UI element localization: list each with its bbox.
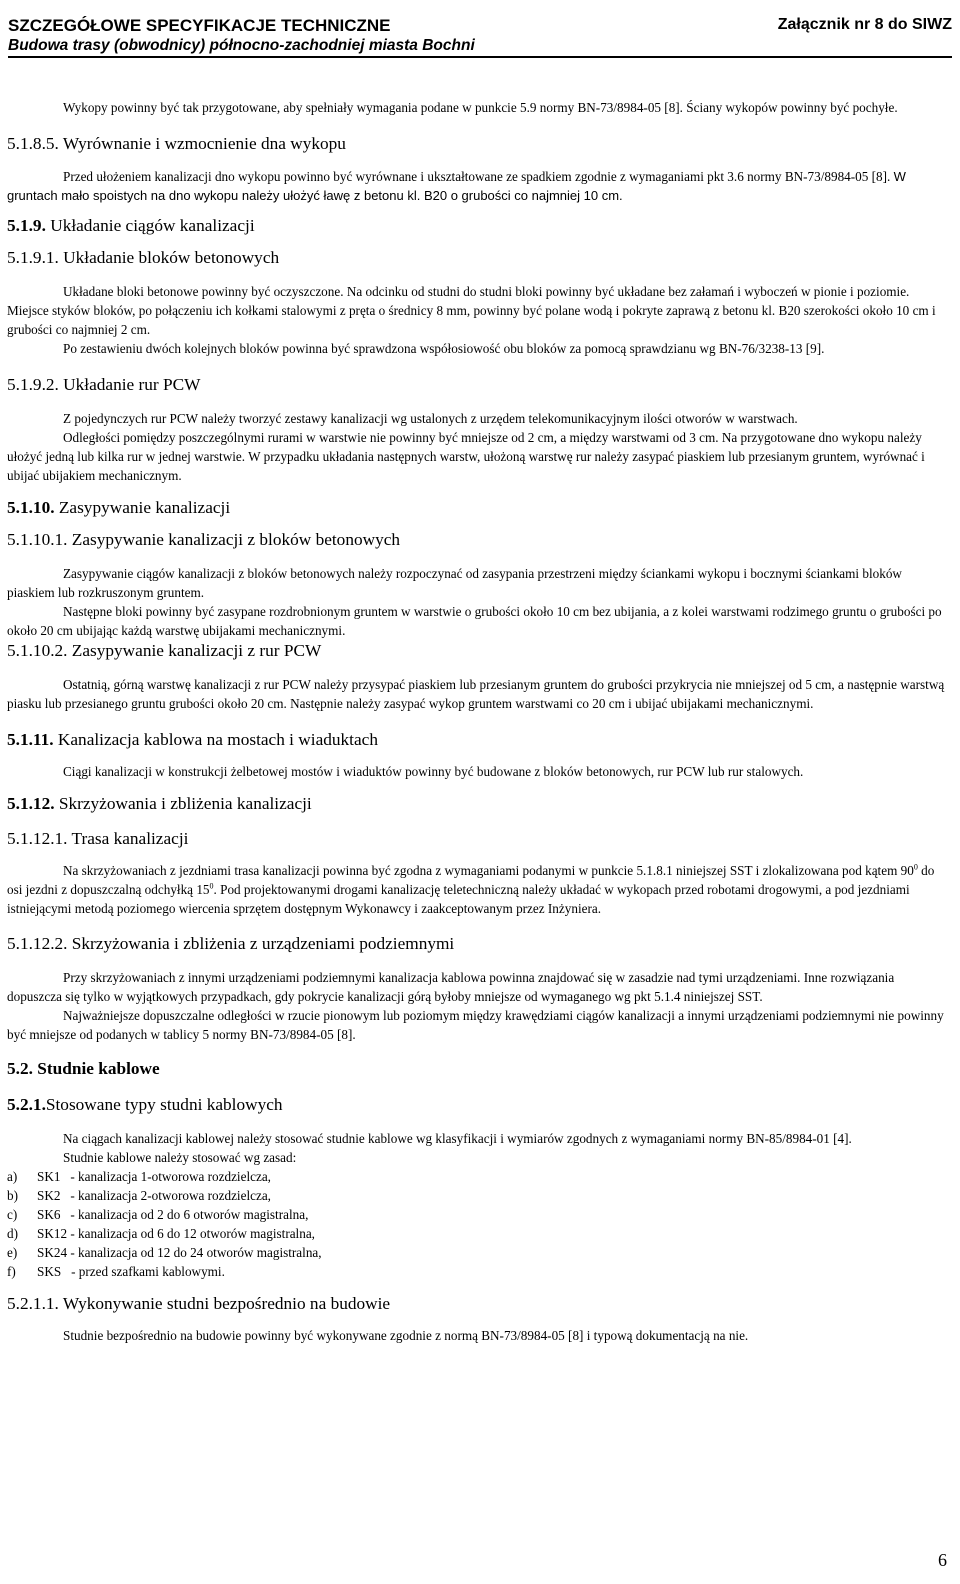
list-marker: e): [7, 1245, 18, 1260]
section-heading: [7, 215, 945, 236]
section-heading: 5.1.9.2. Układanie rur PCW: [7, 375, 201, 394]
list-marker: b): [7, 1188, 18, 1203]
paragraph: Ciągi kanalizacji w konstrukcji żelbetowej mostów i wiaduktów powinny być budowane z bloków betonowych, rur PCW lub rur stalowych.: [63, 764, 804, 779]
document-title: SZCZEGÓŁOWE SPECYFIKACJE TECHNICZNE: [8, 16, 391, 35]
paragraph: Na ciągach kanalizacji kablowej należy stosować studnie kablowe wg klasyfikacji i wymiarów zgodnych z wymaganiami normy BN-85/8984-01 [4].: [63, 1131, 852, 1146]
list-item: [7, 1186, 945, 1205]
sentence: Na skrzyżowaniach z jezdniami trasa kanalizacji powinna być zgodna z wymaganiami podanymi w punkcie 5.1.8.1 niniejszej SST i zlokalizowana pod kątem 90: [63, 863, 914, 878]
degree-superscript: 0: [913, 862, 918, 872]
list-text: SK6 - kanalizacja od 2 do 6 otworów magistralna,: [37, 1207, 309, 1222]
sentence: Miejsce styków bloków, po połączeniu ich kołkami stalowymi z pręta o średnicy 8 mm, powinny być polane wodą i pokryte zaprawą z betonu kl. B20 szerokości około 10 cm i grubości co najmniej 2 cm.: [7, 303, 936, 337]
sentence: Układane bloki betonowe powinny być oczyszczone.: [63, 284, 344, 299]
section-title: Zasypywanie kanalizacji: [58, 498, 231, 517]
section-number: 5.1.12.: [7, 794, 55, 813]
list-marker: f): [7, 1264, 16, 1279]
list-text: SKS - przed szafkami kablowymi.: [37, 1264, 225, 1279]
section-heading: [7, 1094, 945, 1115]
paragraph: Przy skrzyżowaniach z innymi urządzeniami podziemnymi kanalizacja kablowa powinna znajdować się w zasadzie nad tymi urządzeniami. Inne rozwiązania dopuszcza się tylko w wyjątkowych przypadkach, gdy pokrycie kanalizacji górą byłoby mniejsze od wymaganego wg pkt 5.1.4 niniejszej SST.: [7, 970, 895, 1004]
paragraph: [7, 675, 945, 713]
paragraph: Najważniejsze dopuszczalne odległości w rzucie pionowym lub poziomym między krawędziami ciągów kanalizacji a innymi urządzeniami podziemnymi nie powinny być mniejsze od podanych w tablicy 5 normy BN-73/8984-05 [8].: [7, 1008, 944, 1042]
sentence: Ostatnią, górną warstwę kanalizacji z rur PCW należy przysypać piaskiem lub przesianym gruntem do grubości przykrycia nie mniejszej od 5 cm, a następnie warstwą piasku lub przesianego gruntu grubości około 20 cm.: [7, 677, 945, 711]
section-heading: [7, 729, 945, 750]
list-item: [7, 1167, 945, 1186]
page-header: [8, 10, 952, 58]
sentence: Odległości pomiędzy poszczególnymi rurami w warstwie nie powinny być mniejsze od 2 cm, a między warstwami od 3 cm.: [63, 430, 719, 445]
list-item: [7, 1205, 945, 1224]
paragraph: [7, 282, 945, 339]
section-heading: 5.1.10.2. Zasypywanie kanalizacji z rur PCW: [7, 641, 322, 660]
degree-superscript: 0: [209, 881, 214, 891]
section-heading: 5.2. Studnie kablowe: [7, 1059, 160, 1078]
section-heading: 5.2.1.1. Wykonywanie studni bezpośrednio na budowie: [7, 1294, 391, 1313]
section-heading: 5.1.12.1. Trasa kanalizacji: [7, 829, 189, 848]
paragraph: Studnie kablowe należy stosować wg zasad:: [63, 1150, 297, 1165]
sentence: W gruntach mało spoistych na dno wykopu należy ułożyć ławę z betonu kl. B20 o grubości co najmniej 10 cm.: [7, 169, 906, 203]
paragraph: Zasypywanie ciągów kanalizacji z bloków betonowych należy rozpoczynać od zasypania przestrzeni między ściankami wykopu i bocznymi ściankami bloków piaskiem lub rozkruszonym gruntem.: [7, 566, 902, 600]
list-item: [7, 1243, 945, 1262]
sentence: do osi jezdni z dopuszczalną odchyłką 15: [7, 863, 935, 897]
section-title: Kanalizacja kablowa na mostach i wiaduktach: [57, 730, 378, 749]
paragraph: [7, 428, 945, 485]
sentence: Przed ułożeniem kanalizacji dno wykopu powinno być wyrównane i ukształtowane ze spadkiem zgodnie z wymaganiami pkt 3.6 normy BN-73/8984-05 [8].: [63, 169, 891, 184]
section-title: Stosowane typy studni kablowych: [45, 1095, 283, 1114]
section-number: 5.1.9.: [7, 216, 46, 235]
list-text: SK2 - kanalizacja 2-otworowa rozdzielcza,: [37, 1188, 271, 1203]
paragraph: Studnie bezpośrednio na budowie powinny być wykonywane zgodnie z normą BN-73/8984-05 [8] i typową dokumentacją na nie.: [63, 1328, 749, 1343]
list-item: [7, 1262, 945, 1281]
project-subtitle: Budowa trasy (obwodnicy) północno-zachodniej miasta Bochni: [8, 37, 475, 54]
list-marker: a): [7, 1169, 18, 1184]
section-heading: 5.1.9.1. Układanie bloków betonowych: [7, 248, 280, 267]
section-heading: 5.1.8.5. Wyrównanie i wzmocnienie dna wykopu: [7, 134, 346, 153]
attachment-label: Załącznik nr 8 do SIWZ: [777, 16, 952, 33]
studnie-list: [7, 1167, 945, 1281]
section-heading: 5.1.12.2. Skrzyżowania i zbliżenia z urządzeniami podziemnymi: [7, 934, 455, 953]
paragraph: [7, 861, 945, 918]
section-heading: [7, 497, 945, 518]
page-number: 6: [938, 1550, 947, 1570]
sentence: . Pod projektowanymi drogami kanalizację teletechniczną należy układać w wykopach przed robotami drogowymi, a pod jezdniami istniejącymi metodą poziomego wiercenia sprzętem dostępnym Wykonawcy i zaakceptowanym przez Inżyniera.: [7, 882, 910, 916]
list-text: SK1 - kanalizacja 1-otworowa rozdzielcza,: [37, 1169, 271, 1184]
sentence: Na przygotowane dno wykopu należy ułożyć jedną lub kilka rur w jednej warstwie.: [7, 430, 922, 464]
section-heading: [7, 793, 945, 814]
section-title: Układanie ciągów kanalizacji: [50, 216, 255, 235]
sentence: Następnie należy zasypać wykop gruntem warstwami co 20 cm i ubijać ubijakami mechanicznymi.: [290, 696, 814, 711]
section-number: 5.2.1.: [7, 1095, 46, 1114]
document-body: [7, 98, 945, 1345]
list-text: SK12 - kanalizacja od 6 do 12 otworów magistralna,: [37, 1226, 315, 1241]
paragraph: [7, 167, 945, 205]
section-number: 5.1.10.: [7, 498, 55, 517]
paragraph: Z pojedynczych rur PCW należy tworzyć zestawy kanalizacji wg ustalonych z urzędem telekomunikacyjnym ilości otworów w warstwach.: [63, 411, 798, 426]
list-item: [7, 1224, 945, 1243]
section-heading: 5.1.10.1. Zasypywanie kanalizacji z bloków betonowych: [7, 530, 401, 549]
list-marker: d): [7, 1226, 18, 1241]
paragraph: Po zestawieniu dwóch kolejnych bloków powinna być sprawdzona współosiowość obu bloków za pomocą sprawdzianu wg BN-76/3238-13 [9].: [63, 341, 825, 356]
sentence: W przypadku układania następnych warstw, ułożoną warstwę rur należy zasypać piaskiem lub przesianym gruntem, wyrównać i ubijać ubijakiem mechanicznym.: [7, 449, 925, 483]
section-title: Skrzyżowania i zbliżenia kanalizacji: [58, 794, 312, 813]
paragraph: Następne bloki powinny być zasypane rozdrobnionym gruntem w warstwie o grubości około 10 cm bez ubijania, a z kolei warstwami rodzimego gruntu o grubości po około 20 cm ubijając każdą warstwę ubijakami mechanicznymi.: [7, 604, 942, 638]
list-text: SK24 - kanalizacja od 12 do 24 otworów magistralna,: [37, 1245, 322, 1260]
list-marker: c): [7, 1207, 18, 1222]
sentence: Na odcinku od studni do studni bloki powinny być układane bez załamań i wyboczeń w pionie i poziomie.: [346, 284, 910, 299]
section-number: 5.1.11.: [7, 730, 54, 749]
paragraph: Wykopy powinny być tak przygotowane, aby spełniały wymagania podane w punkcie 5.9 normy BN-73/8984-05 [8]. Ściany wykopów powinny być pochyłe.: [63, 100, 898, 115]
